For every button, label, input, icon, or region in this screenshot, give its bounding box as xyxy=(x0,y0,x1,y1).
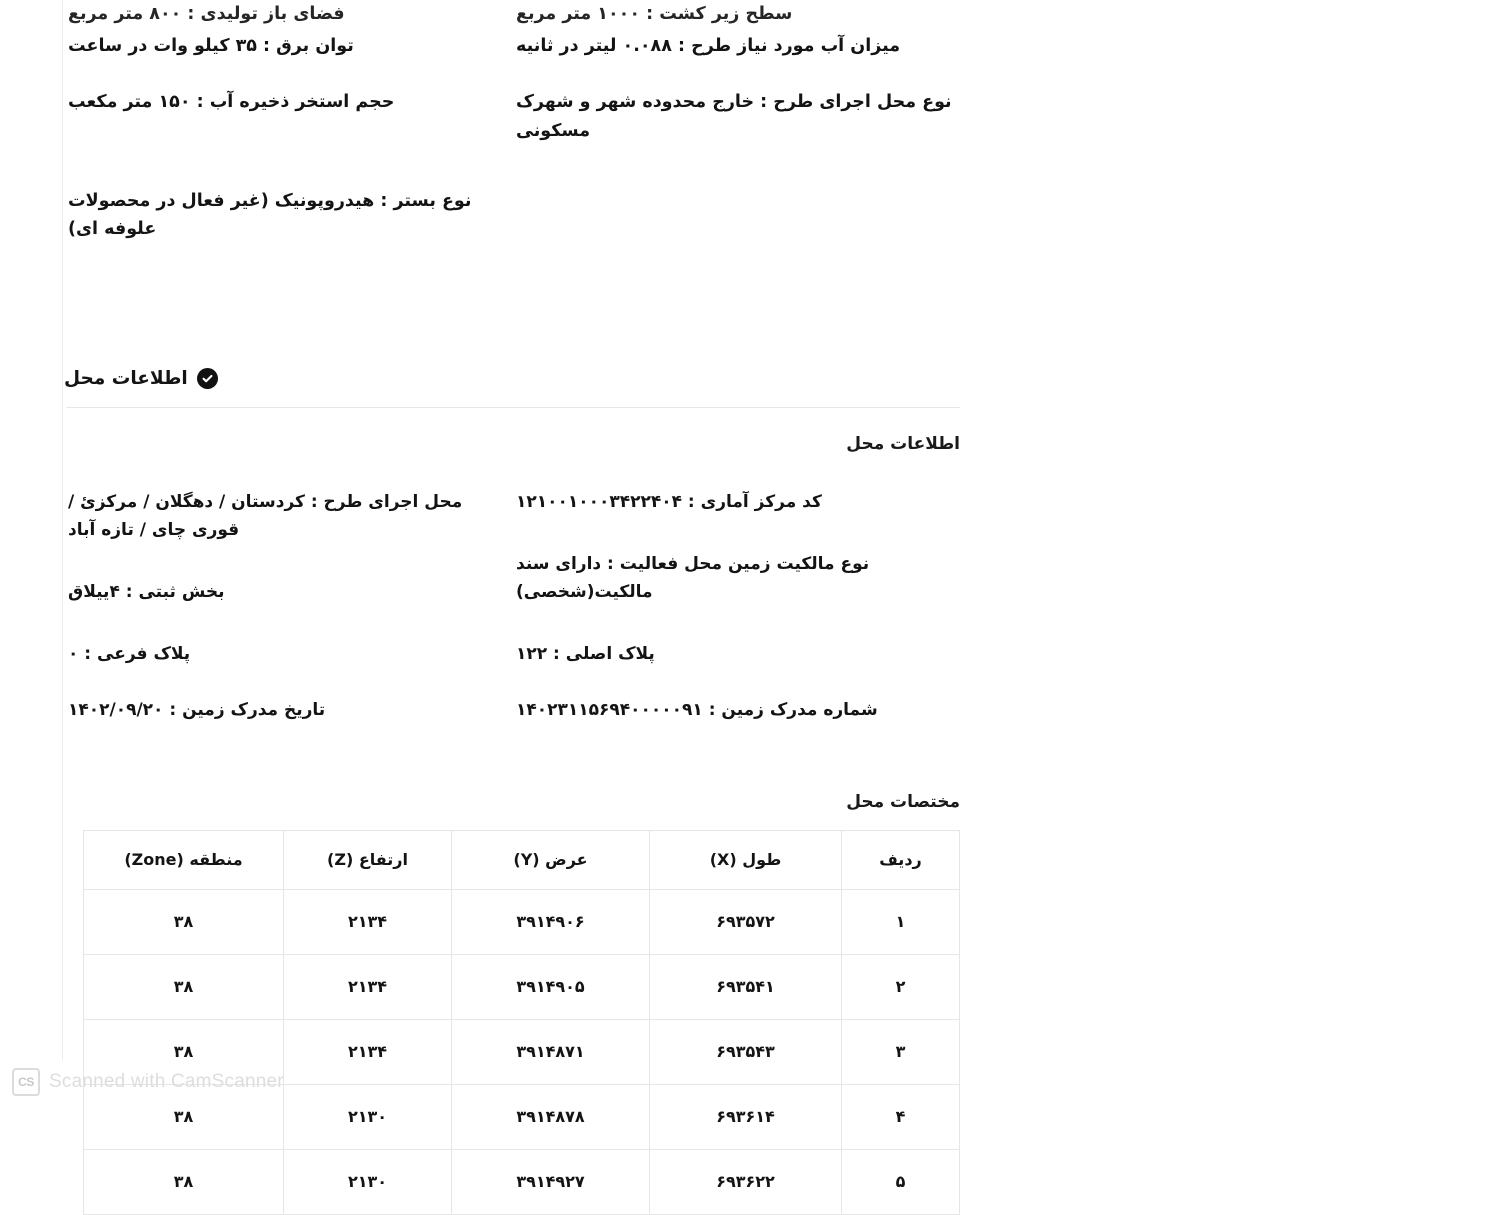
cell-radif: ۲ xyxy=(842,954,960,1019)
cell-y: ۳۹۱۴۸۷۸ xyxy=(452,1084,650,1149)
spec-col-left-2 xyxy=(512,88,960,173)
spec-row-2 xyxy=(64,88,960,173)
cell-y: ۳۹۱۴۹۲۷ xyxy=(452,1149,650,1214)
cell-zone: ۳۸ xyxy=(84,1149,284,1214)
location-info-col-right xyxy=(64,471,512,752)
location-info-grid xyxy=(64,471,960,752)
spec-reservoir-volume: حجم استخر ذخیره آب : ۱۵۰ متر مکعب xyxy=(68,92,395,113)
cell-radif: ۵ xyxy=(842,1149,960,1214)
page-content xyxy=(64,0,960,1192)
land-document-number: شماره مدرک زمین : ۱۴۰۲۳۱۱۵۶۹۴۰۰۰۰۰۹۱ xyxy=(516,699,878,720)
cell-zone: ۳۸ xyxy=(84,889,284,954)
section-header-inner xyxy=(64,368,218,389)
project-execution-location: محل اجرای طرح : کردستان / دهگلان / مرکزئ / قوری چای / تازه آباد xyxy=(68,491,463,540)
cell-z: ۲۱۳۰ xyxy=(284,1149,452,1214)
coordinates-title: مختصات محل xyxy=(846,791,960,812)
cell-zone: ۳۸ xyxy=(84,1019,284,1084)
section-divider xyxy=(66,407,960,408)
camscanner-watermark xyxy=(12,1068,284,1096)
spec-col-right-2 xyxy=(64,88,512,144)
cell-zone: ۳۸ xyxy=(84,954,284,1019)
cell-radif: ۴ xyxy=(842,1084,960,1149)
spec-clipped-right: فضای باز تولیدی : ۸۰۰ متر مربع xyxy=(68,4,345,24)
location-info-col-left xyxy=(512,471,960,752)
cell-x: ۶۹۳۶۲۲ xyxy=(650,1149,842,1214)
column-header-zone: منطقه (Zone) xyxy=(84,830,284,889)
cell-x: ۶۹۳۵۴۱ xyxy=(650,954,842,1019)
coordinates-section xyxy=(64,792,960,1215)
spec-substrate-type: نوع بستر : هیدروپونیک (غیر فعال در محصولات علوفه ای) xyxy=(68,191,472,240)
specification-block xyxy=(64,0,960,272)
cell-z: ۲۱۳۴ xyxy=(284,1019,452,1084)
main-plot-number: پلاک اصلی : ۱۲۲ xyxy=(516,643,655,664)
section-title: اطلاعات محل xyxy=(64,367,188,389)
cell-y: ۳۹۱۴۹۰۶ xyxy=(452,889,650,954)
cell-radif: ۱ xyxy=(842,889,960,954)
spec-col-right-1 xyxy=(64,32,512,88)
cell-zone: ۳۸ xyxy=(84,1084,284,1149)
column-header-radif: ردیف xyxy=(842,830,960,889)
check-circle-icon xyxy=(197,368,218,389)
table-row xyxy=(84,1149,960,1214)
land-document-date: تاریخ مدرک زمین : ۱۴۰۲/۰۹/۲۰ xyxy=(68,699,326,720)
spec-col-right xyxy=(64,0,512,32)
column-header-x: طول (X) xyxy=(650,830,842,889)
cell-y: ۳۹۱۴۸۷۱ xyxy=(452,1019,650,1084)
page-left-rule xyxy=(62,0,63,1060)
coordinates-table-body xyxy=(84,889,960,1214)
cell-radif: ۳ xyxy=(842,1019,960,1084)
cell-x: ۶۹۳۶۱۴ xyxy=(650,1084,842,1149)
coordinates-table xyxy=(83,830,960,1215)
table-header-row xyxy=(84,830,960,889)
coordinates-table-head xyxy=(84,830,960,889)
camscanner-logo-icon: CS xyxy=(12,1068,40,1096)
spec-col-left xyxy=(512,0,960,32)
registration-district: بخش ثبتی : ۴ییلاق xyxy=(68,581,225,602)
column-header-y: عرض (Y) xyxy=(452,830,650,889)
spec-row-3 xyxy=(64,187,960,272)
cell-z: ۲۱۳۴ xyxy=(284,954,452,1019)
location-info-section xyxy=(64,434,960,752)
spec-row-clipped xyxy=(64,0,960,32)
column-header-z: ارتفاع (Z) xyxy=(284,830,452,889)
spec-col-left-1 xyxy=(512,32,960,88)
spec-project-location-type: نوع محل اجرای طرح : خارج محدوده شهر و شهرک مسکونی xyxy=(516,92,952,141)
spec-col-right-3 xyxy=(64,187,512,272)
spec-clipped-left: سطح زیر کشت : ۱۰۰۰ متر مربع xyxy=(516,4,793,24)
cell-x: ۶۹۳۵۷۲ xyxy=(650,889,842,954)
spec-water-requirement: میزان آب مورد نیاز طرح : ۰.۰۸۸ لیتر در ثانیه xyxy=(516,36,901,56)
sub-plot-number: پلاک فرعی : ۰ xyxy=(68,643,191,664)
land-ownership-type: نوع مالکیت زمین محل فعالیت : دارای سند مالکیت(شخصی) xyxy=(516,553,870,602)
cell-z: ۲۱۳۴ xyxy=(284,889,452,954)
camscanner-label: Scanned with CamScanner xyxy=(49,1071,284,1092)
cell-y: ۳۹۱۴۹۰۵ xyxy=(452,954,650,1019)
table-row xyxy=(84,889,960,954)
cell-x: ۶۹۳۵۴۳ xyxy=(650,1019,842,1084)
location-info-subtitle: اطلاعات محل xyxy=(846,433,960,454)
cell-z: ۲۱۳۰ xyxy=(284,1084,452,1149)
statistical-center-code: کد مرکز آماری : ۱۲۱۰۰۱۰۰۰۳۴۲۲۴۰۴ xyxy=(516,491,822,512)
table-row xyxy=(84,954,960,1019)
spec-electric-power: توان برق : ۳۵ کیلو وات در ساعت xyxy=(68,36,354,56)
spec-row-1 xyxy=(64,32,960,88)
section-header-location-info xyxy=(64,368,960,389)
